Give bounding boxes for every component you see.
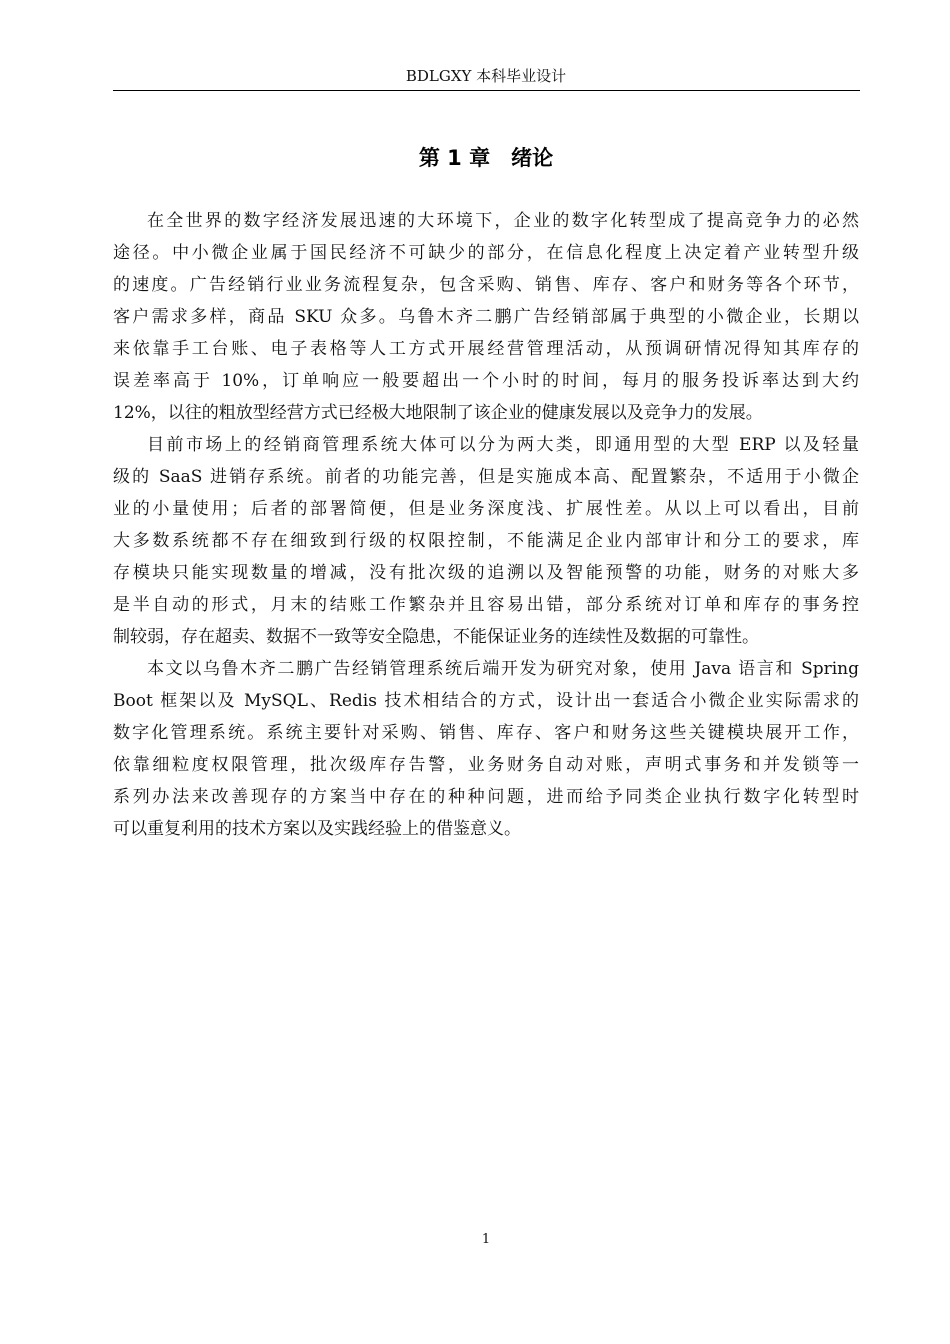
text-line: 误差率高于 10%，订单响应一般要超出一个小时的时间，每月的服务投诉率达到大约: [113, 371, 859, 391]
text-line: 客户需求多样，商品 SKU 众多。乌鲁木齐二鹏广告经销部属于典型的小微企业，长期以: [113, 307, 859, 327]
paragraph-2: [113, 429, 859, 653]
paragraph-1: [113, 205, 859, 429]
body-text: [113, 205, 859, 845]
text-line: 的速度。广告经销行业业务流程复杂，包含采购、销售、库存、客户和财务等各个环节，: [113, 275, 859, 295]
text-line: 业的小量使用；后者的部署简便，但是业务深度浅、扩展性差。从以上可以看出，目前: [113, 499, 859, 519]
text-line: 存模块只能实现数量的增减，没有批次级的追溯以及智能预警的功能，财务的对账大多: [113, 563, 859, 583]
header-divider: [113, 90, 860, 91]
text-line: 大多数系统都不存在细致到行级的权限控制，不能满足企业内部审计和分工的要求，库: [113, 531, 859, 551]
text-line: 是半自动的形式，月末的结账工作繁杂并且容易出错，部分系统对订单和库存的事务控: [113, 595, 859, 615]
paragraph-3: [113, 653, 859, 845]
running-header: BDLGXY 本科毕业设计: [405, 67, 567, 85]
text-line: 系列办法来改善现存的方案当中存在的种种问题，进而给予同类企业执行数字化转型时: [113, 787, 859, 807]
text-line: 制较弱，存在超卖、数据不一致等安全隐患，不能保证业务的连续性及数据的可靠性。: [113, 627, 759, 647]
text-line: 可以重复利用的技术方案以及实践经验上的借鉴意义。: [113, 819, 521, 839]
text-line: 来依靠手工台账、电子表格等人工方式开展经营管理活动，从预调研情况得知其库存的: [113, 339, 859, 359]
text-line: 依靠细粒度权限管理，批次级库存告警，业务财务自动对账，声明式事务和并发锁等一: [113, 755, 859, 775]
text-line: 级的 SaaS 进销存系统。前者的功能完善，但是实施成本高、配置繁杂，不适用于小微企: [113, 467, 859, 487]
text-line: 途径。中小微企业属于国民经济不可缺少的部分，在信息化程度上决定着产业转型升级: [113, 243, 859, 263]
text-line: Boot 框架以及 MySQL、Redis 技术相结合的方式，设计出一套适合小微企业实际需求的: [113, 691, 859, 711]
text-line: 本文以乌鲁木齐二鹏广告经销管理系统后端开发为研究对象，使用 Java 语言和 Spring: [147, 659, 859, 679]
text-line: 目前市场上的经销商管理系统大体可以分为两大类，即通用型的大型 ERP 以及轻量: [147, 435, 859, 455]
text-line: 在全世界的数字经济发展迅速的大环境下，企业的数字化转型成了提高竞争力的必然: [147, 211, 859, 231]
text-line: 数字化管理系统。系统主要针对采购、销售、库存、客户和财务这些关键模块展开工作，: [113, 723, 859, 743]
text-line: 12%，以往的粗放型经营方式已经极大地限制了该企业的健康发展以及竞争力的发展。: [113, 403, 763, 423]
chapter-title: 第 1 章 绪论: [418, 146, 554, 170]
page-number: 1: [481, 1232, 491, 1247]
